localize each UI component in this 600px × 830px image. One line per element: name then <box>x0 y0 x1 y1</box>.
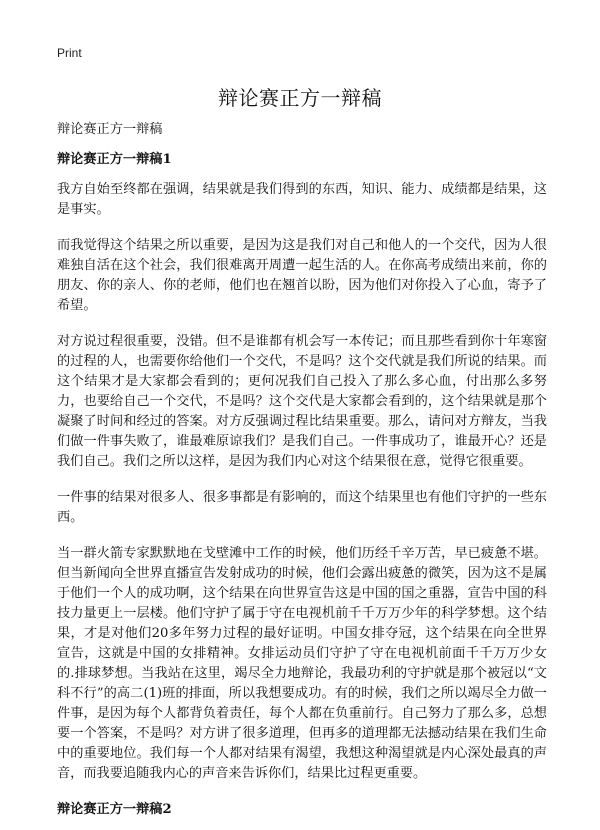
section-2 <box>57 800 547 820</box>
paragraph: 对方说过程很重要，没错。但不是谁都有机会写一本传记；而且那些看到你十年寒窗的过程的人，也需要你给他们一个交代，不是吗？这个交代就是我们所说的结果。而这个结果才是大家都会看到的；更何况我们自己投入了那么多心血，付出那么多努力，也要给自己一个交代，不是吗？这个交代是大家都会看到的，这个结果就是那个凝聚了时间和经过的答案。对方反强调过程比结果重要。那么，请问对方辩友，当我们做一件事失败了，谁最难原谅我们？是我们自己。一件事成功了，谁最开心？还是我们自己。我们之所以这样，是因为我们内心对这个结果很在意，觉得它很重要。 <box>57 334 547 469</box>
document-body <box>57 120 547 830</box>
paragraph: 而我觉得这个结果之所以重要，是因为这是我们对自己和他人的一个交代，因为人很难独自活在这个社会，我们很难离开周遭一起生活的人。在你高考成绩出来前，你的朋友、你的亲人、你的老师，他们也在翘首以盼，因为他们对你投入了心血，寄予了希望。 <box>57 238 547 313</box>
document-subtitle: 辩论赛正方一辩稿 <box>57 122 163 137</box>
paragraph: 我方自始至终都在强调，结果就是我们得到的东西，知识、能力、成绩都是结果，这是事实。 <box>57 182 547 217</box>
paragraph: 当一群火箭专家默默地在戈壁滩中工作的时候，他们历经千辛万苦，早已疲惫不堪。但当新闻向全世界直播宣告发射成功的时候，他们会露出疲惫的微笑，因为这不是属于他们一个人的成功啊，这个结果在向世界宣告这是中国的国之重器，宣告中国的科技力量更上一层楼。他们守护了属于守在电视机前千千万万少年的科学梦想。这个结果，才是对他们20多年努力过程的最好证明。中国女排夺冠，这个结果在向全世界宣告，这就是中国的女排精神。女排运动员们守护了守在电视机前面千千万万少女的.排球梦想。当我站在这里，竭尽全力地辩论，我最功利的守护就是那个被冠以“文科不行”的高二(1)班的排面，所以我想要成功。有的时候，我们之所以竭尽全力做一件事，是因为每个人都背负着责任，每个人都在负重前行。自己努力了那么多，总想要一个答案，不是吗？对方讲了很多道理，但再多的道理都无法撼动结果在我们生命中的重要地位。我们每一个人都对结果有渴望，我想这种渴望就是内心深处最真的声音，而我要追随我内心的声音来告诉你们，结果比过程更重要。 <box>57 546 547 781</box>
section-1 <box>57 150 547 784</box>
section-heading: 辩论赛正方一辩稿1 <box>57 152 172 167</box>
paragraph: 一件事的结果对很多人、很多事都是有影响的，而这个结果里也有他们守护的一些东西。 <box>57 490 547 525</box>
section-heading: 辩论赛正方一辩稿2 <box>57 802 172 817</box>
document-title: 辩论赛正方一辩稿 <box>218 86 382 110</box>
print-link[interactable]: Print <box>57 46 82 60</box>
